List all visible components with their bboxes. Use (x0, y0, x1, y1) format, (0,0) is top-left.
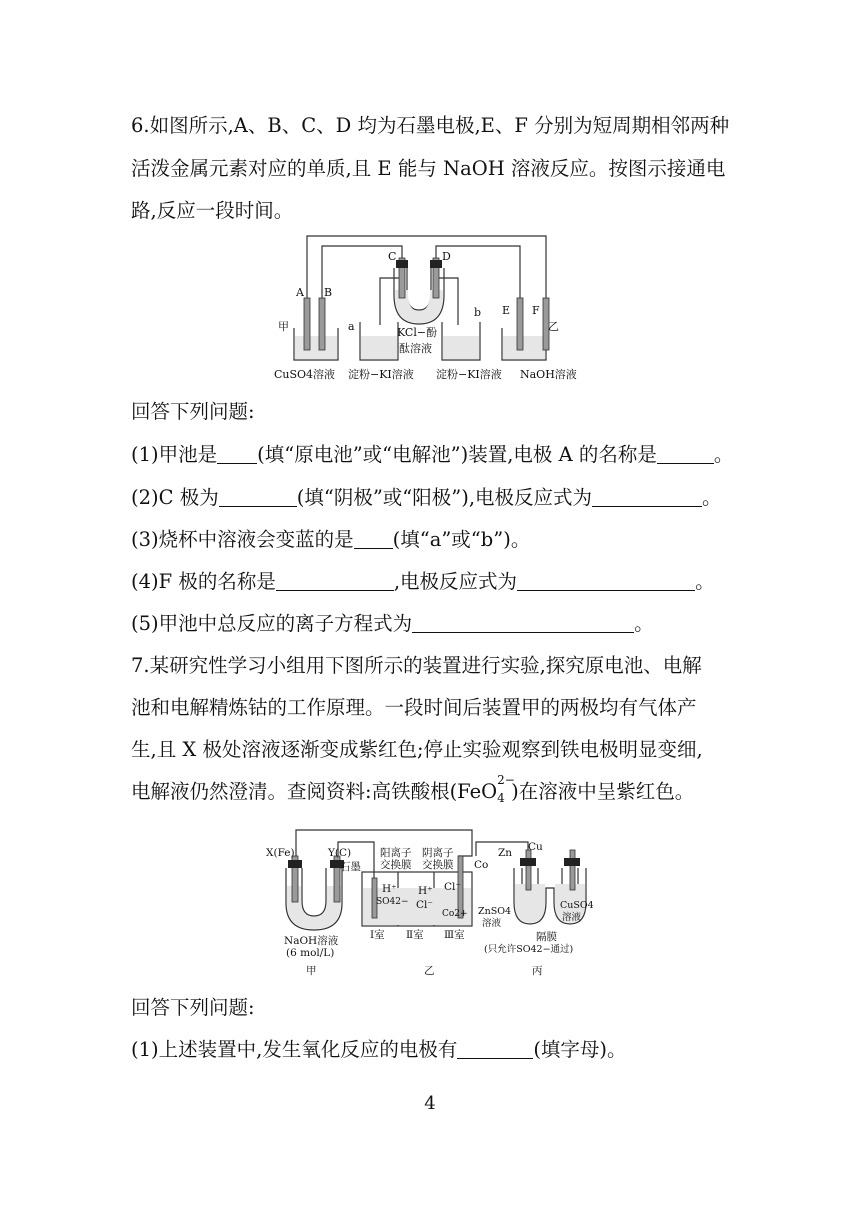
q6-part-1-text-a: (1)甲池是 (131, 443, 218, 466)
q7-label-cuso4-2: 溶液 (562, 912, 582, 923)
q6-part-5 (131, 610, 654, 638)
q7-part-1-text-a: (1)上述装置中,发生氧化反应的电极有 (131, 1038, 458, 1061)
q6-label-b: b (474, 306, 482, 319)
q6-caption-kI-1: 淀粉−KI溶液 (348, 368, 414, 381)
q7-label-znso4-1: ZnSO4 (478, 906, 512, 917)
q7-label-yin-1: 阴离子 (422, 847, 454, 859)
q6-kcl-label-1: KCl−酚 (397, 326, 438, 339)
q7-label-co: Co (474, 859, 489, 871)
q6-stem-line-3: 路,反应一段时间。 (131, 199, 294, 222)
q7-stem-line-4-text-a: 电解液仍然澄清。查阅资料:高铁酸根(FeO (131, 780, 498, 803)
q7-label-yc: Y(C) (328, 847, 352, 859)
q6-part-2-text-a: (2)C 极为 (131, 486, 219, 509)
q7-label-xfe: X(Fe) (266, 847, 295, 859)
q6-caption-naoh: NaOH溶液 (520, 368, 577, 381)
q6-apparatus-figure (270, 230, 590, 390)
q6-stem-line-2: 活泼金属元素对应的单质,且 E 能与 NaOH 溶液反应。按图示接通电 (131, 157, 726, 180)
q6-label-c-electrode: C (388, 250, 397, 263)
q7-part-1-text-b: (填字母)。 (533, 1038, 627, 1061)
q7-label-allow: (只允许SO42−通过) (484, 944, 574, 955)
q7-label-cuso4-1: CuSO4 (560, 900, 594, 911)
q6-part-1-blank-2[interactable] (657, 443, 714, 464)
q6-label-a-electrode: A (296, 286, 304, 299)
q6-part-4-text-b: ,电极反应式为 (393, 570, 518, 593)
q7-label-jia: 甲 (306, 965, 317, 977)
q6-part-2-blank-1[interactable] (219, 486, 297, 507)
q7-stem-line-4-text-b: )在溶液中呈紫红色。 (511, 780, 695, 803)
q7-answer-intro: 回答下列问题: (131, 996, 255, 1019)
q7-label-yi: 乙 (424, 965, 435, 977)
q6-part-4 (131, 568, 715, 596)
q7-label-znso4-2: 溶液 (482, 918, 502, 929)
q7-ion-h-2: H⁺ (418, 885, 433, 897)
q6-part-5-blank-1[interactable] (412, 612, 634, 633)
q6-caption-kI-2: 淀粉−KI溶液 (436, 368, 502, 381)
q7-label-gemo: 隔膜 (536, 931, 557, 943)
q7-label-yang-2: 交换膜 (380, 859, 412, 871)
q7-label-naoh-2: (6 mol/L) (286, 947, 335, 959)
q7-label-naoh-1: NaOH溶液 (284, 935, 339, 947)
q7-part-1 (131, 1036, 627, 1064)
q7-label-shimo: 石墨 (340, 861, 361, 873)
q6-label-d-electrode: D (442, 250, 451, 263)
q6-part-5-text-c: 。 (634, 612, 654, 635)
q6-part-4-blank-1[interactable] (276, 570, 394, 591)
q7-label-zn: Zn (498, 847, 513, 859)
q6-part-2 (131, 484, 722, 512)
q6-stem-line-1: 6.如图所示,A、B、C、D 均为石墨电极,E、F 分别为短周期相邻两种 (131, 114, 730, 137)
q6-part-2-text-b: (填“阴极”或“阳极”),电极反应式为 (296, 486, 593, 509)
q6-label-yi: 乙 (548, 320, 559, 333)
q7-part-1-blank[interactable] (457, 1038, 533, 1059)
q6-part-4-text-a: (4)F 极的名称是 (131, 570, 276, 593)
q6-part-1-text-c: 。 (713, 443, 734, 466)
q7-ion-co: Co2+ (442, 909, 468, 919)
q6-caption-cuso4: CuSO4溶液 (274, 368, 336, 381)
q7-label-room-3: Ⅲ室 (444, 929, 465, 941)
q6-part-3-text-a: (3)烧杯中溶液会变蓝的是 (131, 528, 354, 551)
q7-ion-cl-3: Cl⁻ (444, 881, 461, 893)
q6-label-a: a (348, 320, 355, 333)
q6-part-4-text-c: 。 (695, 570, 715, 593)
q6-part-3-text-b: (填“a”或“b”)。 (392, 528, 531, 551)
q6-part-5-text-a: (5)甲池中总反应的离子方程式为 (131, 612, 413, 635)
q6-part-4-blank-2[interactable] (517, 570, 695, 591)
q6-part-1-blank-1[interactable] (217, 443, 257, 464)
q7-stem-line-3: 生,且 X 极处溶液逐渐变成紫红色;停止实验观察到铁电极明显变细, (131, 738, 703, 761)
q6-part-3 (131, 526, 530, 554)
q6-label-f-electrode: F (532, 304, 540, 317)
q7-stem-line-1: 7.某研究性学习小组用下图所示的装置进行实验,探究原电池、电解 (131, 654, 702, 677)
q7-label-room-1: Ⅰ室 (370, 929, 385, 941)
q7-apparatus-figure (262, 828, 600, 980)
q7-label-room-2: Ⅱ室 (406, 929, 424, 941)
q7-label-cu: Cu (528, 841, 543, 853)
q6-part-3-blank-1[interactable] (354, 528, 393, 549)
q7-label-bing: 丙 (532, 965, 543, 977)
q6-label-e-electrode: E (502, 304, 511, 317)
q6-answer-intro: 回答下列问题: (131, 400, 255, 423)
q7-ion-h: H⁺ (382, 883, 397, 895)
q7-subscript: 4 (497, 791, 505, 805)
q7-stem-line-4 (131, 773, 695, 806)
q7-label-yin-2: 交换膜 (422, 859, 454, 871)
q7-superscript: 2− (497, 773, 515, 787)
q6-kcl-label-2: 酞溶液 (399, 342, 432, 355)
page-number: 4 (424, 1093, 436, 1114)
q6-part-1 (131, 441, 733, 469)
q7-ion-cl-2: Cl⁻ (416, 899, 433, 911)
q7-ion-so4: SO42− (376, 897, 409, 907)
q6-part-1-text-b: (填“原电池”或“电解池”)装置,电极 A 的名称是 (257, 443, 657, 466)
q6-label-jia: 甲 (278, 320, 289, 333)
q7-stem-line-2: 池和电解精炼钴的工作原理。一段时间后装置甲的两极均有气体产 (131, 696, 697, 719)
q6-label-b-electrode: B (324, 286, 333, 299)
q6-part-2-text-c: 。 (702, 486, 722, 509)
q7-label-yang-1: 阳离子 (380, 847, 412, 859)
q6-part-2-blank-2[interactable] (592, 486, 702, 507)
